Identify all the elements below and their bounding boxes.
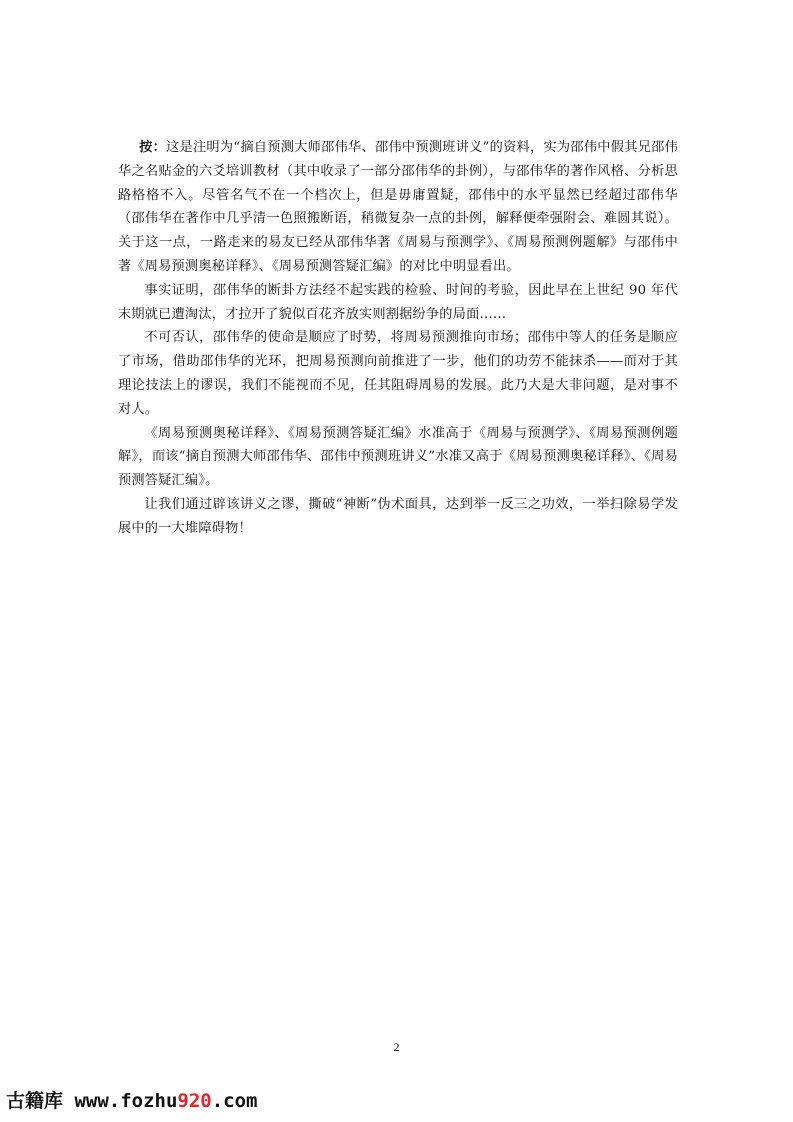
paragraph-undeniable: 不可否认，邵伟华的使命是顺应了时势，将周易预测推向市场；邵伟中等人的任务是顺应了市场，借助邵伟华的光环，把周易预测向前推进了一步，他们的功劳不能抹杀——而对于其理论技法上的谬误，我们不能视而不见，任其阻碍周易的发展。此乃大是大非问题，是对事不对人。: [118, 330, 678, 417]
watermark-suffix: .com: [211, 1090, 258, 1112]
site-watermark: [6, 1086, 257, 1113]
paragraph-note: [118, 136, 678, 279]
page-number: 2: [393, 1040, 400, 1054]
paragraph-facts: 事实证明，邵伟华的断卦方法经不起实践的检验、时间的考验，因此早在上世纪 90 年代末期就已遭淘汰，才拉开了貌似百花齐放实则割据纷争的局面……: [118, 282, 678, 322]
paragraph-conclusion: 让我们通过辟该讲义之谬，撕破“神断”伪术面具，达到举一反三之功效，一举扫除易学发展中的一大堆障碍物！: [118, 496, 678, 536]
note-text: 这是注明为“摘自预测大师邵伟华、邵伟中预测班讲义”的资料，实为邵伟中假其兄邵伟华之名贴金的六爻培训教材（其中收录了一部分邵伟华的卦例），与邵伟华的著作风格、分析思路格格不入。尽管名气不在一个档次上，但是毋庸置疑，邵伟中的水平显然已经超过邵伟华（邵伟华在著作中几乎清一色照搬断语，稍微复杂一点的卦例，解释便牵强附会、难圆其说）。关于这一点，一路走来的易友已经从邵伟华著《周易与预测学》、《周易预测例题解》与邵伟中著《周易预测奥秘详释》、《周易预测答疑汇编》的对比中明显看出。: [118, 140, 678, 274]
note-lead: 按：: [139, 140, 167, 155]
watermark-number: 920: [177, 1090, 212, 1112]
paragraph-comparison: 《周易预测奥秘详释》、《周易预测答疑汇编》水准高于《周易与预测学》、《周易预测例题解》，而该“摘自预测大师邵伟华、邵伟中预测班讲义”水准又高于《周易预测奥秘详释》、《周易预测答疑汇编》。: [118, 425, 678, 489]
document-body: [118, 136, 678, 541]
watermark-prefix: 古籍库 www.fozhu: [6, 1090, 178, 1112]
